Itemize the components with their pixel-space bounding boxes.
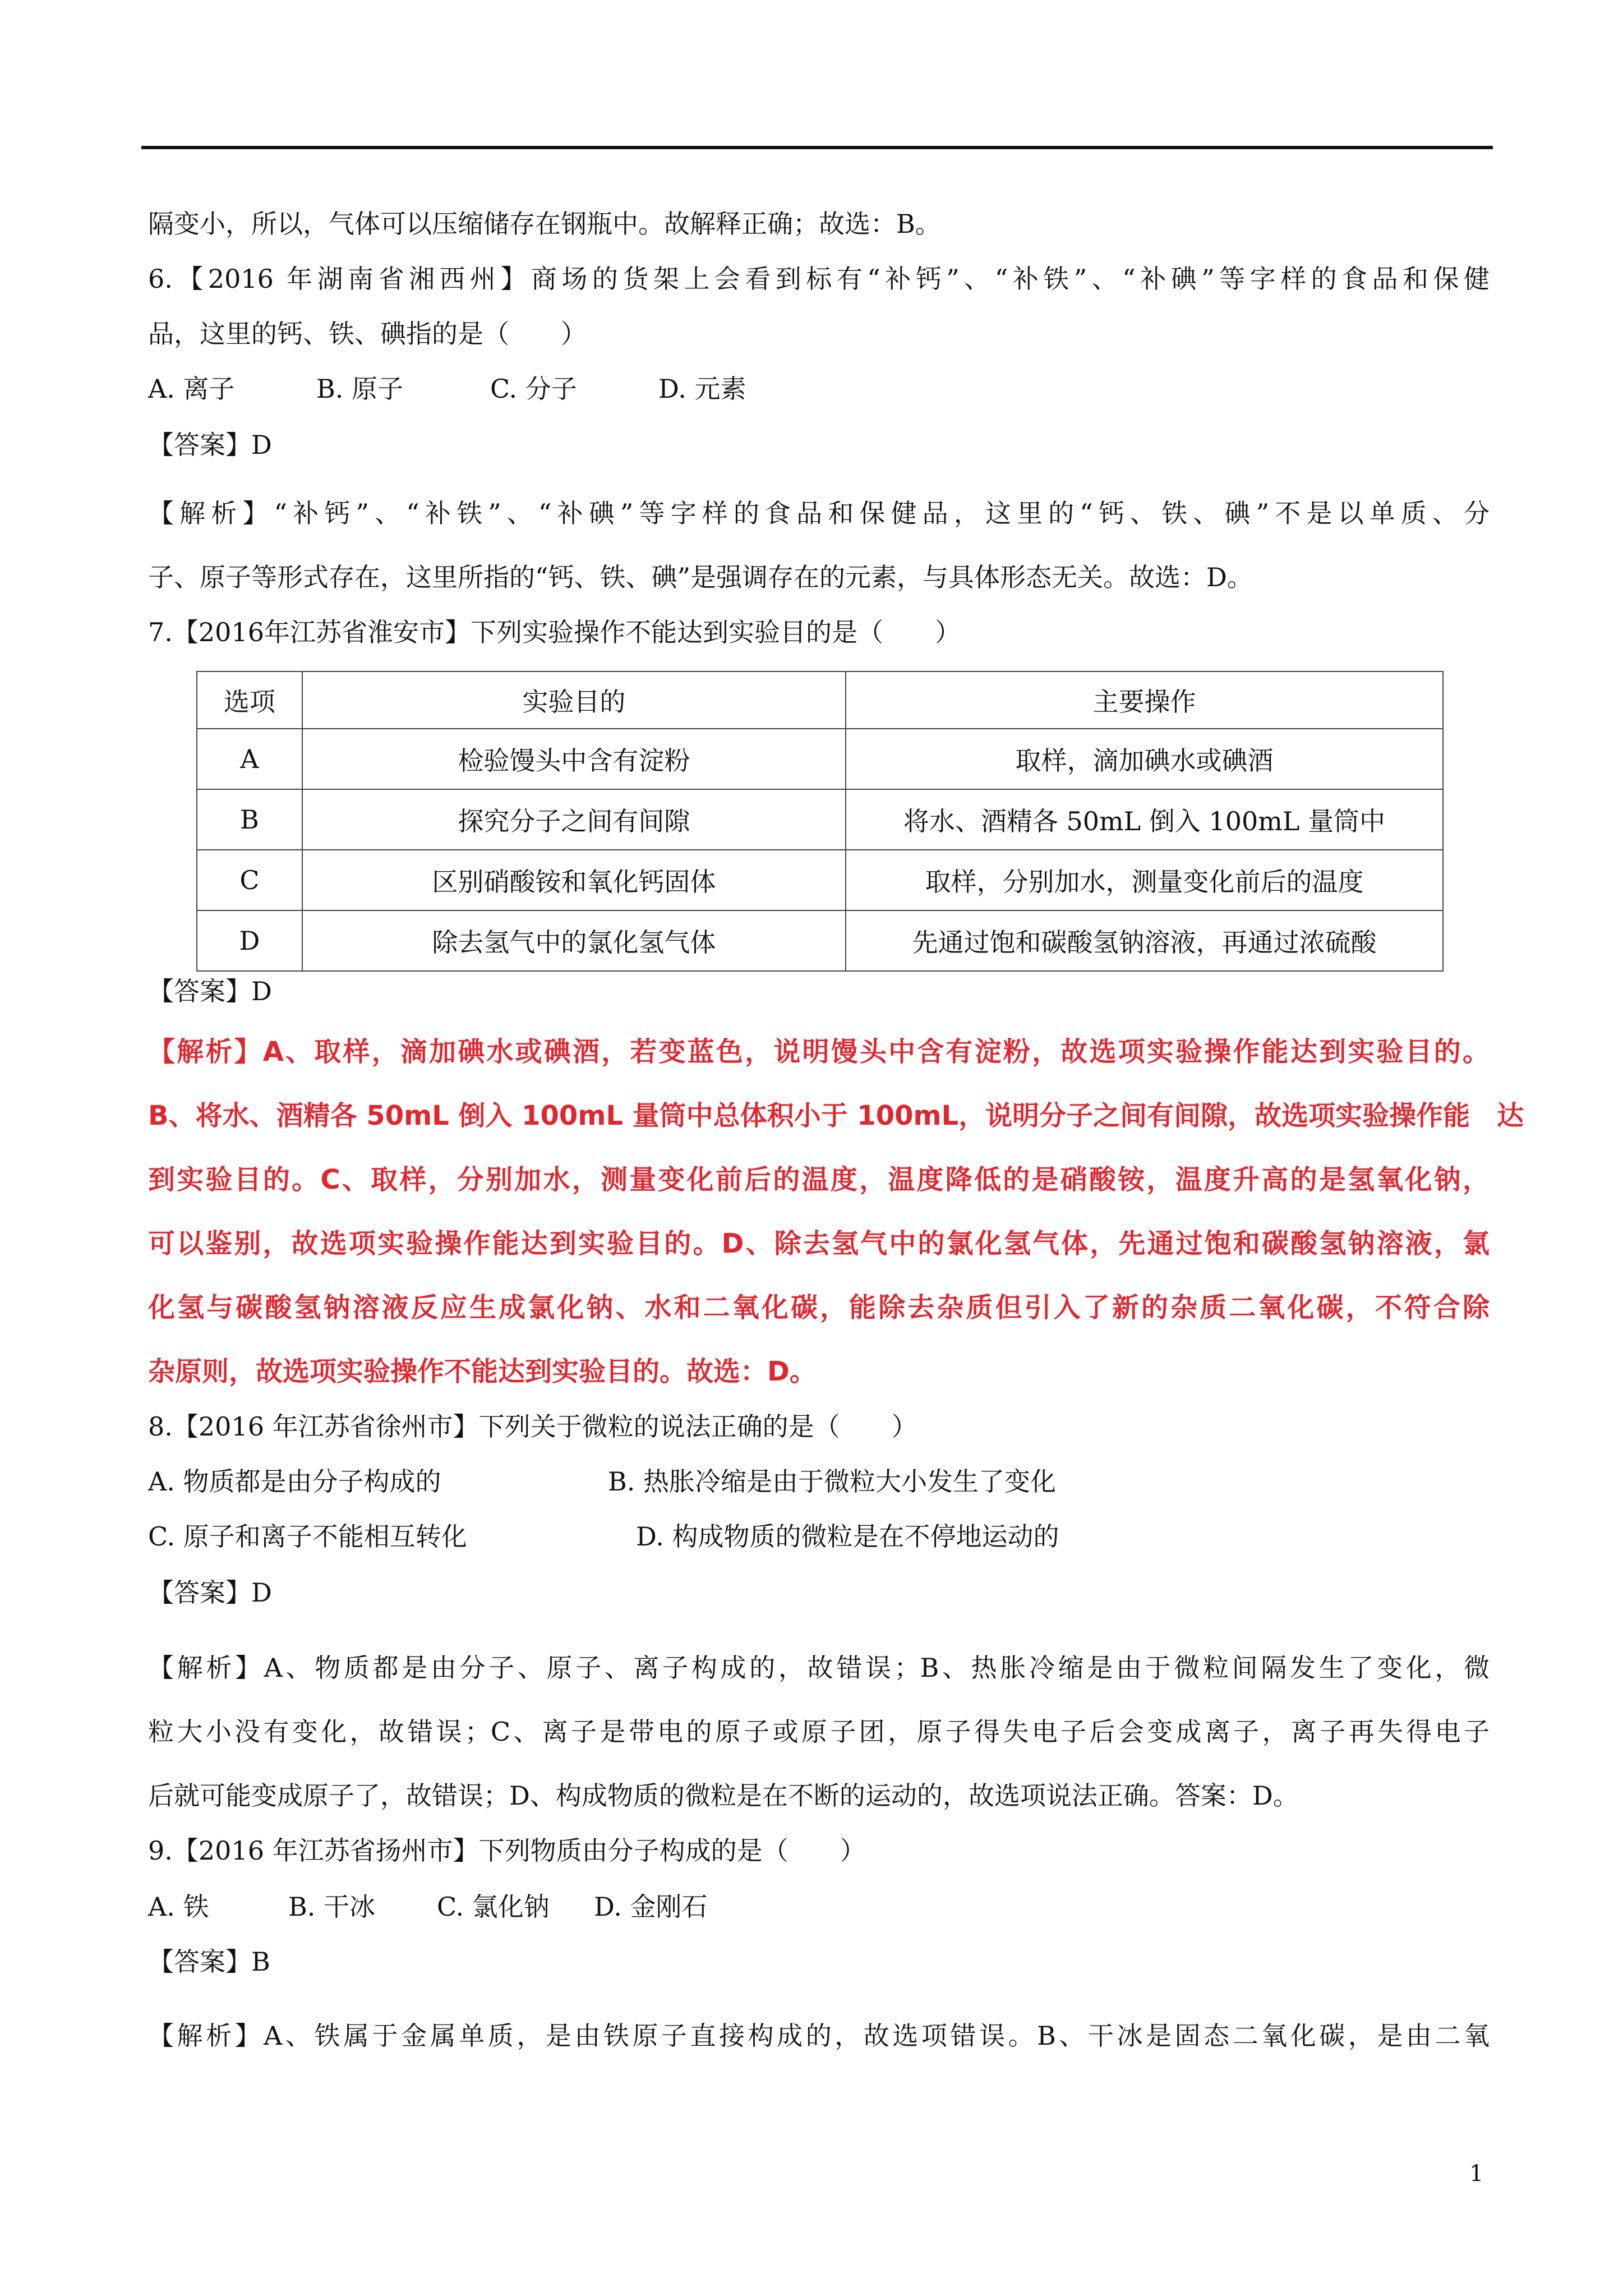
answer-7: 【答案】D bbox=[148, 976, 272, 1006]
explanation-8-line-1: 【解析】A、物质都是由分子、原子、离子构成的，故错误；B、热胀冷缩是由于微粒间隔发生了变化，微 bbox=[148, 1653, 1490, 1683]
answer-6: 【答案】D bbox=[148, 430, 272, 460]
table-cell: 除去氢气中的氯化氢气体 bbox=[302, 910, 846, 971]
option-a: A. 离子 bbox=[148, 374, 235, 404]
page-number: 1 bbox=[1469, 2161, 1484, 2187]
question-8: 8.【2016 年江苏省徐州市】下列关于微粒的说法正确的是（ ） bbox=[148, 1411, 917, 1442]
question-9: 9.【2016 年江苏省扬州市】下列物质由分子构成的是（ ） bbox=[148, 1835, 866, 1866]
question-7: 7.【2016年江苏省淮安市】下列实验操作不能达到实验目的是（ ） bbox=[148, 617, 961, 647]
experiment-table bbox=[196, 671, 1444, 972]
option-d: D. 元素 bbox=[658, 374, 746, 404]
answer-8: 【答案】D bbox=[148, 1577, 272, 1608]
table-cell: 取样，滴加碘水或碘酒 bbox=[846, 729, 1443, 789]
table-row bbox=[197, 729, 1443, 789]
option-b: B. 原子 bbox=[316, 374, 404, 404]
question-6-line-1: 6.【2016 年湖南省湘西州】商场的货架上会看到标有“补钙”、“补铁”、“补碘”等字样的食品和保健 bbox=[148, 264, 1490, 294]
table-cell: 检验馒头中含有淀粉 bbox=[302, 729, 846, 789]
option-d: D. 金刚石 bbox=[594, 1892, 708, 1922]
option-d: D. 构成物质的微粒是在不停地运动的 bbox=[636, 1521, 1059, 1552]
header-rule bbox=[141, 146, 1493, 149]
question-8-options-row-1 bbox=[148, 1465, 1056, 1498]
table-header-cell: 选项 bbox=[197, 671, 302, 729]
table-row bbox=[197, 789, 1443, 850]
explanation-8-line-3: 后就可能变成原子了，故错误；D、构成物质的微粒是在不断的运动的，故选项说法正确。答案：D。 bbox=[148, 1780, 1299, 1811]
option-a: A. 物质都是由分子构成的 bbox=[148, 1466, 441, 1497]
option-a: A. 铁 bbox=[148, 1892, 209, 1922]
explanation-7-line-6: 杂原则，故选项实验操作不能达到实验目的。故选：D。 bbox=[148, 1356, 817, 1387]
table-cell: 区别硝酸铵和氧化钙固体 bbox=[302, 850, 846, 910]
table-cell: 取样，分别加水，测量变化前后的温度 bbox=[846, 850, 1443, 910]
explanation-7-line-5: 化氢与碳酸氢钠溶液反应生成氯化钠、水和二氧化碳，能除去杂质但引入了新的杂质二氧化碳，不符合除 bbox=[148, 1292, 1490, 1323]
explanation-8-line-2: 粒大小没有变化，故错误；C、离子是带电的原子或原子团，原子得失电子后会变成离子，离子再失得电子 bbox=[148, 1717, 1490, 1747]
table-header-row bbox=[197, 671, 1443, 729]
question-6-line-2: 品，这里的钙、铁、碘指的是（ ） bbox=[148, 319, 587, 349]
table-cell: 探究分子之间有间隙 bbox=[302, 789, 846, 850]
table-header-cell: 主要操作 bbox=[846, 671, 1443, 729]
explanation-9-line-1: 【解析】A、铁属于金属单质，是由铁原子直接构成的，故选项错误。B、干冰是固态二氧化碳，是由二氧 bbox=[148, 2021, 1490, 2051]
option-b: B. 热胀冷缩是由于微粒大小发生了变化 bbox=[608, 1466, 1057, 1497]
question-9-options bbox=[148, 1890, 708, 1923]
table-row bbox=[197, 910, 1443, 971]
table-cell: C bbox=[197, 850, 302, 910]
explanation-7-line-4: 可以鉴别，故选项实验操作能达到实验目的。D、除去氢气中的氯化氢气体，先通过饱和碳酸氢钠溶液，氯 bbox=[148, 1228, 1490, 1259]
explanation-7-line-1: 【解析】A、取样，滴加碘水或碘酒，若变蓝色，说明馒头中含有淀粉，故选项实验操作能达到实验目的。 bbox=[148, 1036, 1490, 1068]
option-c: C. 氯化钠 bbox=[437, 1892, 550, 1922]
continued-explanation: 隔变小，所以，气体可以压缩储存在钢瓶中。故解释正确；故选：B。 bbox=[148, 209, 941, 239]
explanation-6-line-1: 【解析】“补钙”、“补铁”、“补碘”等字样的食品和保健品，这里的“钙、铁、碘”不是以单质、分 bbox=[148, 498, 1490, 528]
table-cell: D bbox=[197, 910, 302, 971]
explanation-7-line-3: 到实验目的。C、取样，分别加水，测量变化前后的温度，温度降低的是硝酸铵，温度升高的是氢氧化钠， bbox=[148, 1164, 1490, 1195]
table-cell: B bbox=[197, 789, 302, 850]
answer-9: 【答案】B bbox=[148, 1947, 270, 1977]
option-c: C. 分子 bbox=[490, 374, 577, 404]
option-b: B. 干冰 bbox=[288, 1892, 376, 1922]
table-cell: 将水、酒精各 50mL 倒入 100mL 量筒中 bbox=[846, 789, 1443, 850]
question-8-options-row-2 bbox=[148, 1520, 1059, 1553]
table-header-cell: 实验目的 bbox=[302, 671, 846, 729]
explanation-6-line-2: 子、原子等形式存在，这里所指的“钙、铁、碘”是强调存在的元素，与具体形态无关。故选：D。 bbox=[148, 562, 1253, 592]
option-c: C. 原子和离子不能相互转化 bbox=[148, 1521, 467, 1552]
table-cell: 先通过饱和碳酸氢钠溶液，再通过浓硫酸 bbox=[846, 910, 1443, 971]
table-cell: A bbox=[197, 729, 302, 789]
table-row bbox=[197, 850, 1443, 910]
question-6-options bbox=[148, 372, 746, 405]
explanation-7-line-2: B、将水、酒精各 50mL 倒入 100mL 量筒中总体积小于 100mL，说明分子之间有间隙，故选项实验操作能 达 bbox=[148, 1100, 1524, 1131]
